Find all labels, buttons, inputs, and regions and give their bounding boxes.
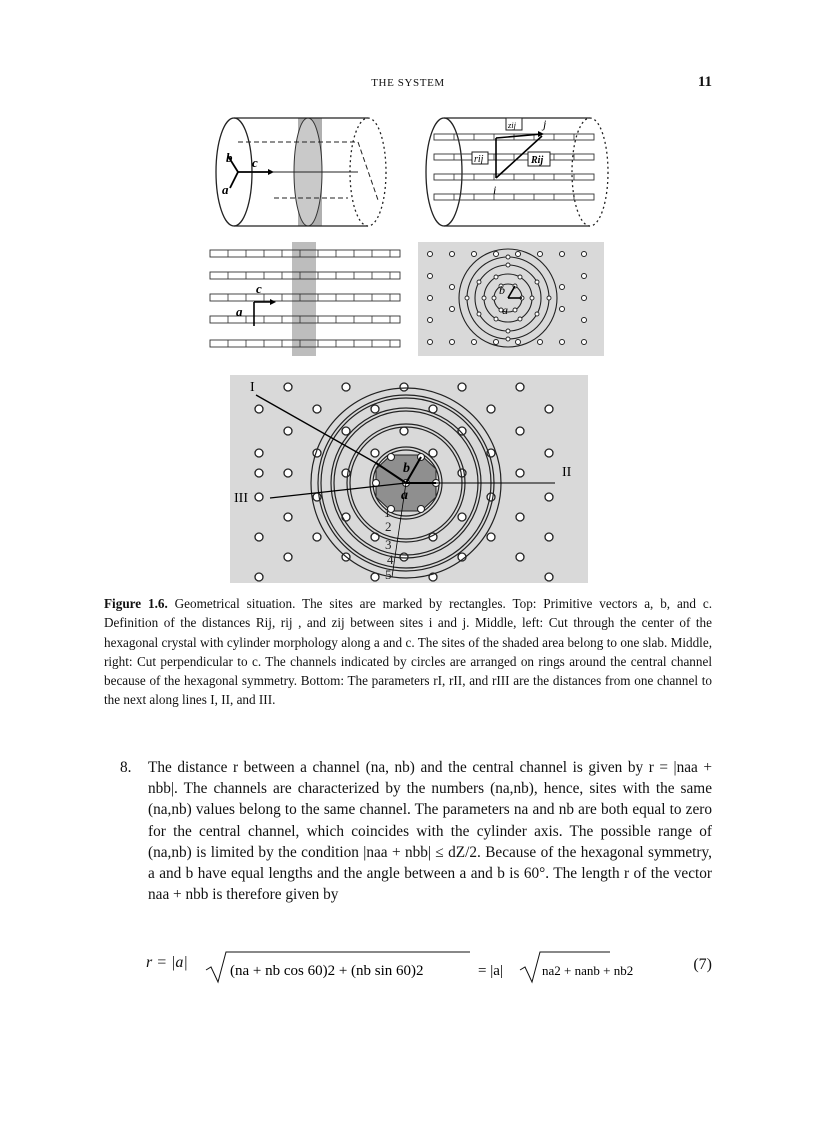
figure-caption [104,594,712,710]
label-line-III: III [234,491,248,506]
figure-top-left-cylinder [208,112,404,232]
label-b: b [499,283,505,297]
label-b: b [403,461,410,476]
ring-number-4: 4 [387,552,394,567]
equation-lhs [146,954,188,972]
equation-7 [104,948,712,988]
equation-lhs-text: r = |a| [146,954,188,971]
label-a: a [236,304,243,319]
ring-number-1: 1 [384,505,391,520]
label-c: c [256,281,262,296]
label-rij: rij [474,154,484,165]
list-item [120,757,712,905]
label-line-II: II [562,465,572,480]
ring-number-5: 5 [385,567,392,582]
label-Rij: Rij [531,155,544,166]
ring-number-3: 3 [385,537,392,552]
caption-text: Geometrical situation. The sites are marked by rectangles. Top: Primitive vectors a, b, and c. Definition of the distances Rij, rij , and zij between sites i and j. Middle, left: Cut through the center of the hexagonal crystal with cylinder morphology along a and c. The sites of the shaded area belong to one slab. Middle, right: Cut perpendicular to c. The channels indicated by circles are arranged on rings around the central channel because of the hexagonal symmetry. Bottom: The parameters rI, rII, and rIII are the distances from one channel to the next along lines I, II, and III. [104,596,713,708]
list-item-number: 8. [120,759,132,776]
label-zij: zij [508,120,517,130]
figure-top-right-cylinder [420,112,616,232]
figure-bottom-channel-rings [230,375,588,583]
label-i: i [493,183,497,197]
caption-label: Figure 1.6. [104,596,168,611]
equation-radicand-1: (na + nb cos 60)2 + (nb sin 60)2 [230,963,424,979]
equation-number: (7) [693,956,712,973]
page-number: 11 [697,74,712,90]
label-a: a [222,182,229,197]
equation-radicand-2: na2 + nanb + nb2 [542,963,634,978]
ring-number-2: 2 [385,519,392,534]
label-a: a [502,303,508,317]
page-header [104,74,712,94]
label-a: a [401,488,408,503]
label-j: j [543,117,547,131]
label-b: b [226,150,233,165]
label-line-I: I [250,380,255,395]
list-item-text: The distance r between a channel (na, nb) and the central channel is given by r = |naa + nbb|. The channels are characterized by the numbers (na,nb), hence, sites with the same (na,nb) values belong to the same channel. The parameters na and nb are both equal to zero for the central channel, which coincides with the cylinder axis. The possible range of (na,nb) is limited by the condition |naa + nbb| ≤ dZ/2. Because of the hexagonal symmetry, a and b have equal lengths and the angle between a and b is 60°. The length r of the vector naa + nbb is therefore given by [148,759,712,904]
label-c: c [252,155,258,170]
figure-middle-left-cut [208,242,404,356]
equation-middle: = |a| [478,963,503,979]
figure-middle-right-cut [418,242,604,356]
equation-body [204,948,634,988]
running-title: THE SYSTEM [371,77,445,89]
